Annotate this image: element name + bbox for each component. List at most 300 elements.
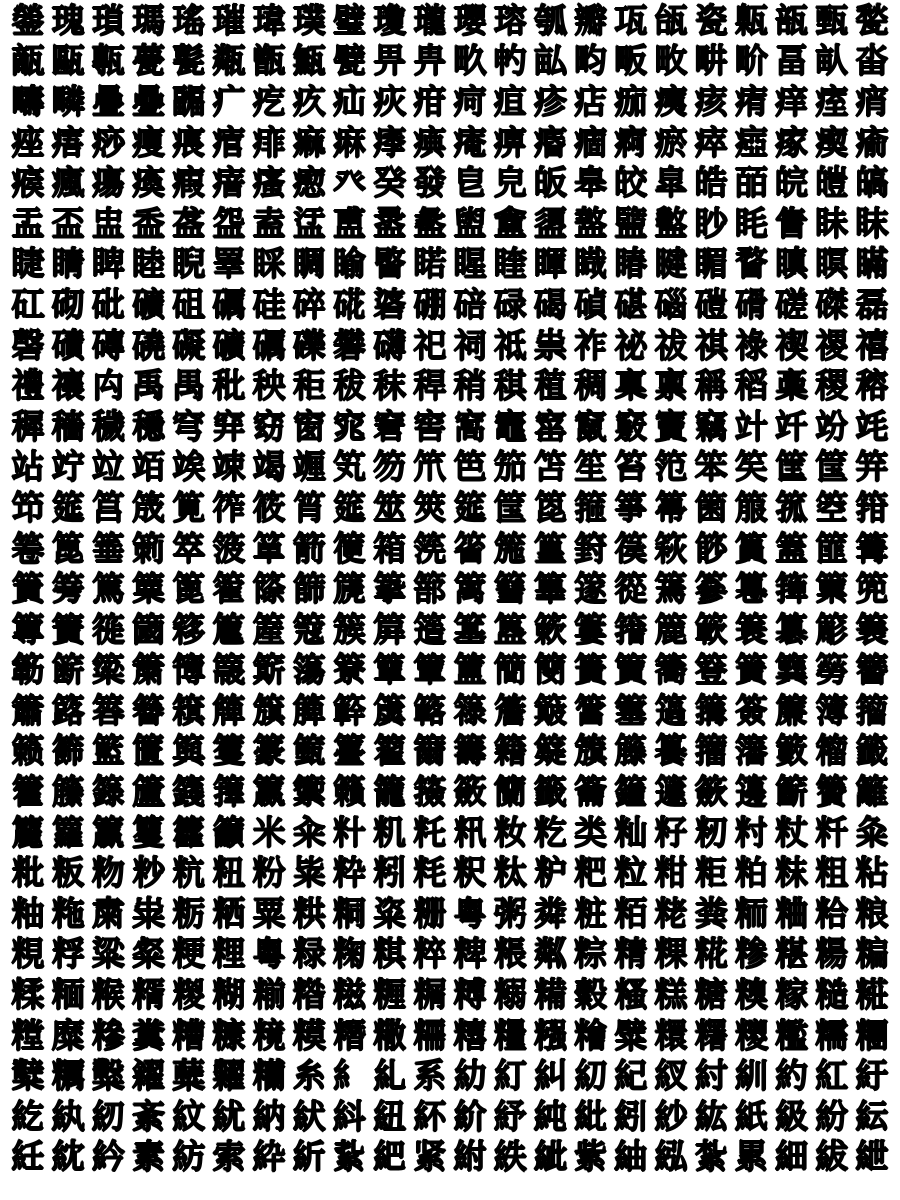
kanji-glyph: 瓵 — [654, 0, 688, 40]
kanji-glyph: 紐 — [373, 1096, 407, 1136]
kanji-glyph: 籓 — [734, 731, 768, 771]
kanji-glyph: 礬 — [333, 325, 366, 365]
kanji-glyph: 籲 — [212, 812, 246, 852]
kanji-glyph: 筮 — [373, 487, 407, 527]
character-row — [8, 447, 892, 488]
character-row — [8, 244, 892, 285]
kanji-glyph: 籣 — [493, 772, 527, 812]
kanji-glyph: 細 — [775, 1137, 809, 1177]
kanji-glyph: 粊 — [292, 853, 326, 893]
kanji-glyph: 磬 — [11, 325, 45, 365]
kanji-glyph: 疒 — [212, 81, 246, 121]
kanji-glyph: 禝 — [815, 325, 849, 365]
kanji-glyph: 簼 — [694, 690, 728, 730]
kanji-glyph: 糥 — [413, 1015, 447, 1055]
kanji-glyph: 紬 — [614, 1137, 648, 1177]
kanji-glyph: 稟 — [614, 366, 648, 406]
kanji-glyph: 糩 — [574, 1015, 608, 1055]
kanji-glyph: 磽 — [132, 325, 166, 365]
kanji-glyph: 睮 — [333, 244, 366, 284]
kanji-glyph: 糾 — [533, 1056, 567, 1096]
kanji-glyph: 秬 — [292, 366, 326, 406]
kanji-glyph: 粄 — [51, 853, 85, 893]
kanji-glyph: 竄 — [574, 406, 608, 446]
kanji-glyph: 篹 — [734, 569, 768, 609]
kanji-glyph: 箵 — [453, 528, 487, 568]
kanji-glyph: 皀 — [453, 163, 487, 203]
kanji-glyph: 簬 — [51, 690, 85, 730]
kanji-glyph: 粿 — [654, 934, 688, 974]
kanji-glyph: 米 — [252, 812, 286, 852]
kanji-glyph: 竢 — [172, 447, 206, 487]
kanji-glyph: 痵 — [373, 122, 407, 162]
kanji-glyph: 篦 — [172, 569, 206, 609]
kanji-glyph: 筰 — [212, 487, 246, 527]
kanji-glyph: 簝 — [333, 650, 366, 690]
character-row — [8, 1137, 892, 1178]
character-row — [8, 852, 892, 893]
kanji-glyph: 甍 — [132, 41, 166, 81]
kanji-glyph: 糬 — [694, 1015, 728, 1055]
kanji-glyph: 簷 — [493, 690, 527, 730]
kanji-glyph: 瑪 — [132, 0, 166, 40]
kanji-glyph: 粡 — [333, 893, 366, 933]
kanji-glyph: 簺 — [614, 690, 648, 730]
kanji-glyph: 皚 — [815, 163, 849, 203]
kanji-glyph: 糴 — [132, 1056, 166, 1096]
kanji-glyph: 簹 — [574, 690, 608, 730]
kanji-glyph: 糝 — [91, 1015, 125, 1055]
kanji-glyph: 糚 — [855, 975, 889, 1015]
kanji-glyph: 糳 — [91, 1056, 125, 1096]
kanji-glyph: 籘 — [51, 772, 85, 812]
kanji-glyph: 璧 — [333, 0, 366, 40]
kanji-glyph: 窩 — [453, 406, 487, 446]
kanji-glyph: 簌 — [533, 609, 567, 649]
kanji-glyph: 竓 — [855, 406, 889, 446]
kanji-glyph: 粸 — [373, 934, 407, 974]
character-row — [8, 771, 892, 812]
kanji-glyph: 籢 — [453, 772, 487, 812]
kanji-glyph: 糀 — [694, 934, 728, 974]
kanji-glyph: 皐 — [654, 163, 688, 203]
kanji-glyph: 疴 — [453, 81, 487, 121]
kanji-glyph: 篴 — [574, 569, 608, 609]
kanji-glyph: 糓 — [574, 975, 608, 1015]
kanji-glyph: 糋 — [252, 975, 286, 1015]
kanji-glyph: 稍 — [453, 366, 487, 406]
kanji-glyph: 碆 — [373, 284, 407, 324]
kanji-glyph: 糜 — [51, 1015, 85, 1055]
kanji-glyph: 籶 — [373, 812, 407, 852]
kanji-glyph: 籦 — [614, 772, 648, 812]
kanji-glyph: 紫 — [574, 1137, 608, 1177]
kanji-glyph: 簁 — [91, 609, 125, 649]
kanji-glyph: 窕 — [333, 406, 366, 446]
kanji-glyph: 疊 — [91, 81, 125, 121]
kanji-glyph: 瘖 — [212, 163, 246, 203]
kanji-glyph: 籝 — [252, 772, 286, 812]
kanji-glyph: 疝 — [333, 81, 366, 121]
kanji-glyph: 疙 — [252, 81, 286, 121]
kanji-glyph: 籮 — [51, 812, 85, 852]
kanji-glyph: 箷 — [493, 528, 527, 568]
kanji-glyph: 箪 — [252, 528, 286, 568]
kanji-glyph: 畂 — [453, 41, 487, 81]
kanji-glyph: 笄 — [855, 447, 889, 487]
kanji-glyph: 磑 — [694, 284, 728, 324]
kanji-glyph: 簥 — [654, 650, 688, 690]
kanji-glyph: 簣 — [574, 650, 608, 690]
kanji-glyph: 簤 — [614, 650, 648, 690]
kanji-glyph: 糤 — [373, 1015, 407, 1055]
kanji-glyph: 紕 — [574, 1096, 608, 1136]
kanji-glyph: 甓 — [333, 41, 366, 81]
kanji-glyph: 簆 — [292, 609, 326, 649]
kanji-glyph: 箍 — [574, 487, 608, 527]
kanji-glyph: 睲 — [453, 244, 487, 284]
kanji-glyph: 笻 — [11, 487, 45, 527]
kanji-glyph: 筵 — [51, 487, 85, 527]
kanji-glyph: 粶 — [292, 934, 326, 974]
character-row — [8, 1055, 892, 1096]
kanji-glyph: 粫 — [734, 893, 768, 933]
character-row — [8, 650, 892, 691]
kanji-glyph: 睫 — [11, 244, 45, 284]
kanji-glyph: 瘙 — [252, 163, 286, 203]
kanji-glyph: 篱 — [453, 569, 487, 609]
kanji-glyph: 籃 — [91, 731, 125, 771]
kanji-glyph: 筺 — [815, 447, 849, 487]
kanji-glyph: 簈 — [373, 609, 407, 649]
kanji-glyph: 瓠 — [533, 0, 567, 40]
kanji-glyph: 笳 — [493, 447, 527, 487]
character-row — [8, 487, 892, 528]
kanji-glyph: 糈 — [132, 975, 166, 1015]
kanji-glyph: 睸 — [694, 244, 728, 284]
kanji-glyph: 眛 — [815, 203, 849, 243]
kanji-glyph: 稻 — [734, 366, 768, 406]
kanji-glyph: 甏 — [172, 41, 206, 81]
kanji-glyph: 硅 — [252, 284, 286, 324]
kanji-glyph: 秡 — [333, 366, 366, 406]
kanji-glyph: 紋 — [172, 1096, 206, 1136]
kanji-glyph: 瑤 — [172, 0, 206, 40]
kanji-glyph: 糼 — [453, 1056, 487, 1096]
kanji-glyph: 籙 — [91, 772, 125, 812]
kanji-glyph: 粵 — [252, 934, 286, 974]
kanji-glyph: 窗 — [292, 406, 326, 446]
kanji-glyph: 籷 — [413, 812, 447, 852]
kanji-glyph: 糗 — [734, 975, 768, 1015]
kanji-glyph: 癶 — [333, 163, 366, 203]
kanji-glyph: 素 — [132, 1137, 166, 1177]
kanji-glyph: 眊 — [734, 203, 768, 243]
kanji-glyph: 籫 — [815, 772, 849, 812]
kanji-glyph: 粛 — [91, 893, 125, 933]
kanji-glyph: 筲 — [292, 487, 326, 527]
kanji-glyph: 糶 — [212, 1056, 246, 1096]
kanji-glyph: 簗 — [91, 650, 125, 690]
kanji-glyph: 笶 — [734, 447, 768, 487]
kanji-glyph: 稘 — [493, 366, 527, 406]
kanji-glyph: 簾 — [775, 690, 809, 730]
kanji-glyph: 甎 — [91, 41, 125, 81]
kanji-glyph: 籌 — [453, 731, 487, 771]
kanji-glyph: 簯 — [172, 690, 206, 730]
kanji-glyph: 簒 — [775, 609, 809, 649]
kanji-glyph: 瘂 — [734, 122, 768, 162]
kanji-glyph: 痹 — [493, 122, 527, 162]
kanji-glyph: 瑋 — [252, 0, 286, 40]
character-row — [8, 203, 892, 244]
kanji-glyph: 竍 — [734, 406, 768, 446]
kanji-glyph: 簖 — [51, 650, 85, 690]
kanji-glyph: 紉 — [91, 1096, 125, 1136]
kanji-glyph: 笊 — [413, 447, 447, 487]
kanji-glyph: 磚 — [91, 325, 125, 365]
kanji-glyph: 瑢 — [493, 0, 527, 40]
kanji-glyph: 糕 — [654, 975, 688, 1015]
kanji-glyph: 皈 — [533, 163, 567, 203]
kanji-glyph: 篔 — [734, 528, 768, 568]
kanji-glyph: 紣 — [252, 1137, 286, 1177]
kanji-glyph: 痤 — [11, 122, 45, 162]
kanji-glyph: 簳 — [333, 690, 366, 730]
kanji-glyph: 畋 — [654, 41, 688, 81]
kanji-glyph: 籔 — [775, 731, 809, 771]
kanji-glyph: 笏 — [373, 447, 407, 487]
kanji-glyph: 紘 — [694, 1096, 728, 1136]
kanji-glyph: 痒 — [775, 81, 809, 121]
kanji-glyph: 睛 — [51, 244, 85, 284]
character-row — [8, 974, 892, 1015]
kanji-glyph: 箥 — [212, 528, 246, 568]
kanji-glyph: 盥 — [453, 203, 487, 243]
kanji-glyph: 簢 — [533, 650, 567, 690]
kanji-glyph: 籍 — [493, 731, 527, 771]
kanji-glyph: 筺 — [493, 487, 527, 527]
kanji-glyph: 紎 — [292, 1096, 326, 1136]
kanji-glyph: 瘊 — [11, 163, 45, 203]
kanji-glyph: 砌 — [51, 284, 85, 324]
kanji-glyph: 竅 — [614, 406, 648, 446]
kanji-glyph: 籜 — [212, 772, 246, 812]
kanji-glyph: 篰 — [413, 569, 447, 609]
kanji-glyph: 紧 — [413, 1137, 447, 1177]
kanji-glyph: 碚 — [453, 284, 487, 324]
kanji-glyph: 紑 — [413, 1096, 447, 1136]
kanji-glyph: 紭 — [654, 1137, 688, 1177]
kanji-glyph: 箱 — [373, 528, 407, 568]
kanji-glyph: 甐 — [212, 41, 246, 81]
kanji-glyph: 盂 — [11, 203, 45, 243]
kanji-glyph: 粍 — [413, 853, 447, 893]
kanji-glyph: 粷 — [333, 934, 366, 974]
kanji-glyph: 禀 — [654, 366, 688, 406]
kanji-glyph: 粩 — [654, 893, 688, 933]
kanji-glyph: 紦 — [373, 1137, 407, 1177]
kanji-glyph: 痲 — [292, 122, 326, 162]
kanji-glyph: 畒 — [815, 41, 849, 81]
kanji-glyph: 粦 — [533, 893, 567, 933]
kanji-glyph: 瓣 — [574, 0, 608, 40]
kanji-glyph: 筥 — [91, 487, 125, 527]
kanji-glyph: 糡 — [252, 1015, 286, 1055]
kanji-glyph: 簲 — [292, 690, 326, 730]
kanji-glyph: 籵 — [333, 812, 366, 852]
kanji-glyph: 竰 — [292, 447, 326, 487]
kanji-glyph: 籆 — [212, 731, 246, 771]
kanji-glyph: 糯 — [815, 1015, 849, 1055]
kanji-glyph: 簻 — [654, 690, 688, 730]
kanji-glyph: 糁 — [734, 934, 768, 974]
kanji-glyph: 簞 — [373, 650, 407, 690]
kanji-glyph: 紛 — [815, 1096, 849, 1136]
kanji-glyph: 畆 — [533, 41, 567, 81]
kanji-glyph: 籤 — [533, 772, 567, 812]
character-row — [8, 81, 892, 122]
kanji-glyph: 瓿 — [775, 0, 809, 40]
kanji-glyph: 祚 — [574, 325, 608, 365]
kanji-glyph: 籋 — [413, 731, 447, 771]
kanji-glyph: 箜 — [815, 487, 849, 527]
kanji-glyph: 籚 — [132, 772, 166, 812]
kanji-glyph: 粁 — [815, 812, 849, 852]
kanji-glyph: 箞 — [11, 528, 45, 568]
kanji-glyph: 籄 — [132, 731, 166, 771]
kanji-glyph: 篵 — [614, 569, 648, 609]
kanji-glyph: 粅 — [91, 853, 125, 893]
kanji-glyph: 簮 — [132, 690, 166, 730]
kanji-glyph: 簉 — [413, 609, 447, 649]
kanji-glyph: 糒 — [533, 975, 567, 1015]
kanji-glyph: 碯 — [654, 284, 688, 324]
kanji-glyph: 紏 — [333, 1096, 366, 1136]
character-row — [8, 365, 892, 406]
kanji-glyph: 盓 — [292, 203, 326, 243]
kanji-glyph: 糞 — [132, 1015, 166, 1055]
kanji-glyph: 粟 — [252, 893, 286, 933]
kanji-glyph: 籱 — [172, 812, 206, 852]
kanji-glyph: 籠 — [373, 772, 407, 812]
kanji-glyph: 紡 — [172, 1137, 206, 1177]
kanji-glyph: 筴 — [413, 487, 447, 527]
kanji-glyph: 笙 — [574, 447, 608, 487]
kanji-glyph: 精 — [614, 934, 648, 974]
kanji-glyph: 紲 — [855, 1137, 889, 1177]
character-row — [8, 934, 892, 975]
kanji-glyph: 粺 — [453, 934, 487, 974]
kanji-glyph: 粌 — [373, 853, 407, 893]
kanji-glyph: 礪 — [212, 284, 246, 324]
kanji-glyph: 籂 — [51, 731, 85, 771]
kanji-glyph: 粏 — [493, 853, 527, 893]
kanji-glyph: 皓 — [694, 163, 728, 203]
kanji-glyph: 粙 — [11, 893, 45, 933]
kanji-glyph: 篤 — [91, 569, 125, 609]
kanji-glyph: 禧 — [855, 325, 889, 365]
character-row — [8, 528, 892, 569]
kanji-glyph: 畊 — [694, 41, 728, 81]
kanji-glyph: 竭 — [252, 447, 286, 487]
kanji-glyph: 籕 — [815, 731, 849, 771]
kanji-glyph: 紟 — [91, 1137, 125, 1177]
kanji-glyph: 紓 — [493, 1096, 527, 1136]
kanji-glyph: 禮 — [11, 366, 45, 406]
kanji-glyph: 紈 — [51, 1096, 85, 1136]
kanji-glyph: 痶 — [413, 122, 447, 162]
kanji-glyph: 籑 — [654, 731, 688, 771]
kanji-glyph: 穢 — [91, 406, 125, 446]
character-row — [8, 41, 892, 82]
kanji-glyph: 竏 — [775, 406, 809, 446]
kanji-glyph: 甒 — [292, 41, 326, 81]
kanji-glyph: 稙 — [533, 366, 567, 406]
kanji-glyph: 簦 — [694, 650, 728, 690]
kanji-glyph: 紒 — [453, 1096, 487, 1136]
kanji-glyph: 糠 — [212, 1015, 246, 1055]
kanji-glyph: 粹 — [413, 934, 447, 974]
kanji-glyph: 籺 — [533, 812, 567, 852]
kanji-glyph: 簭 — [91, 690, 125, 730]
kanji-glyph: 糸 — [292, 1056, 326, 1096]
kanji-glyph: 糹 — [333, 1056, 366, 1096]
kanji-glyph: 稱 — [694, 366, 728, 406]
kanji-glyph: 畃 — [493, 41, 527, 81]
kanji-glyph: 甌 — [51, 41, 85, 81]
kanji-glyph: 紞 — [51, 1137, 85, 1177]
kanji-glyph: 糺 — [373, 1056, 407, 1096]
kanji-glyph: 簅 — [252, 609, 286, 649]
kanji-glyph: 瞋 — [775, 244, 809, 284]
character-row — [8, 568, 892, 609]
character-row — [8, 1015, 892, 1056]
kanji-glyph: 籈 — [292, 731, 326, 771]
kanji-glyph: 籹 — [493, 812, 527, 852]
kanji-glyph: 穩 — [132, 406, 166, 446]
kanji-glyph: 籾 — [694, 812, 728, 852]
kanji-glyph: 睭 — [292, 244, 326, 284]
kanji-glyph: 粉 — [252, 853, 286, 893]
kanji-glyph: 畈 — [614, 41, 648, 81]
kanji-glyph: 瘁 — [694, 122, 728, 162]
kanji-glyph: 糱 — [11, 1056, 45, 1096]
kanji-glyph: 瘃 — [775, 122, 809, 162]
kanji-glyph: 紙 — [734, 1096, 768, 1136]
kanji-glyph: 疇 — [11, 81, 45, 121]
kanji-glyph: 篍 — [654, 528, 688, 568]
kanji-glyph: 礪 — [252, 325, 286, 365]
kanji-glyph: 竚 — [51, 447, 85, 487]
kanji-glyph: 瘕 — [172, 163, 206, 203]
kanji-glyph: 粘 — [855, 853, 889, 893]
kanji-glyph: 籡 — [413, 772, 447, 812]
kanji-glyph: 糭 — [734, 1015, 768, 1055]
kanji-glyph: 痮 — [172, 122, 206, 162]
kanji-glyph: 甃 — [855, 0, 889, 40]
kanji-glyph: 粢 — [373, 893, 407, 933]
kanji-glyph: 粼 — [533, 934, 567, 974]
kanji-glyph: 簨 — [775, 650, 809, 690]
kanji-glyph: 糊 — [212, 975, 246, 1015]
kanji-glyph: 糎 — [373, 975, 407, 1015]
kanji-glyph: 粜 — [132, 893, 166, 933]
kanji-glyph: 籛 — [172, 772, 206, 812]
kanji-glyph: 笆 — [453, 447, 487, 487]
kanji-glyph: 糑 — [493, 975, 527, 1015]
kanji-glyph: 礴 — [373, 325, 407, 365]
